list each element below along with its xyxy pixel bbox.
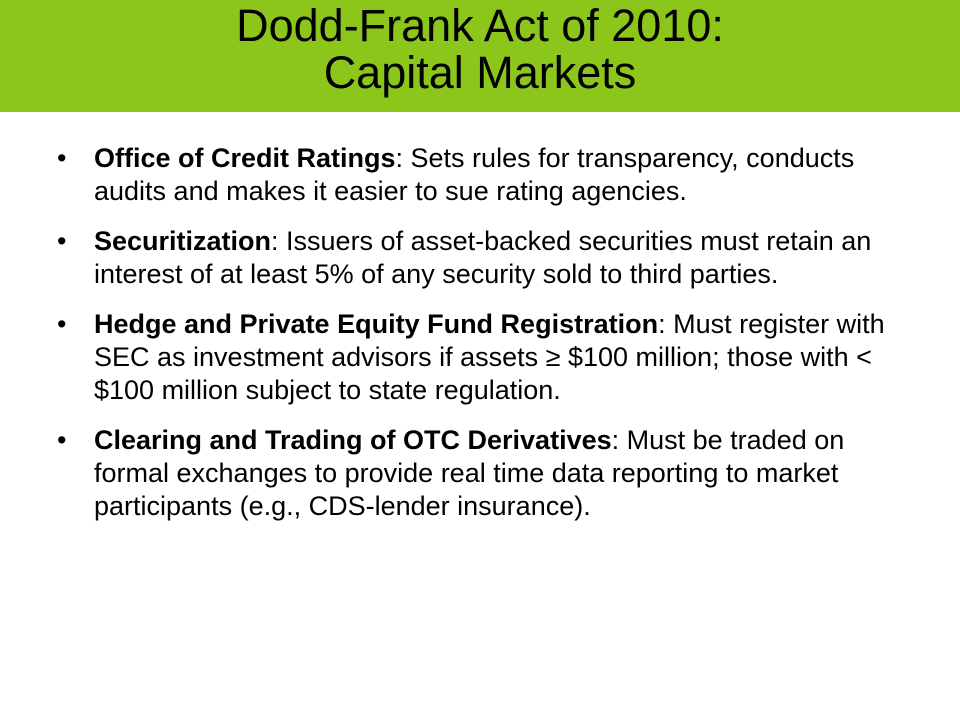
bullet-term: Clearing and Trading of OTC Derivatives <box>94 425 612 455</box>
bullet-item <box>57 142 894 208</box>
bullet-marker: • <box>57 143 67 173</box>
bullet-text: : Issuers of asset-backed securities must retain an interest of at least 5% of any security sold to third parties. <box>94 226 872 289</box>
slide-title-line-1: Dodd-Frank Act of 2010: <box>236 0 724 51</box>
slide-title <box>0 2 960 96</box>
slide-title-line-2: Capital Markets <box>323 47 637 98</box>
bullet-term: Office of Credit Ratings <box>94 143 396 173</box>
bullet-text: : Must be traded on formal exchanges to provide real time data reporting to market participants (e.g., CDS-lender insurance). <box>94 425 845 521</box>
bullet-item <box>57 424 894 523</box>
bullet-item <box>57 308 894 407</box>
bullet-item <box>57 225 894 291</box>
bullet-text: : Sets rules for transparency, conducts audits and makes it easier to sue rating agencies. <box>94 143 855 206</box>
bullet-list <box>57 142 894 540</box>
bullet-text: : Must register with SEC as investment advisors if assets ≥ $100 million; those with < $100 million subject to state regulation. <box>94 309 885 405</box>
bullet-marker: • <box>57 226 67 256</box>
bullet-marker: • <box>57 309 67 339</box>
bullet-marker: • <box>57 425 67 455</box>
bullet-term: Securitization <box>94 226 272 256</box>
bullet-term: Hedge and Private Equity Fund Registration <box>94 309 659 339</box>
